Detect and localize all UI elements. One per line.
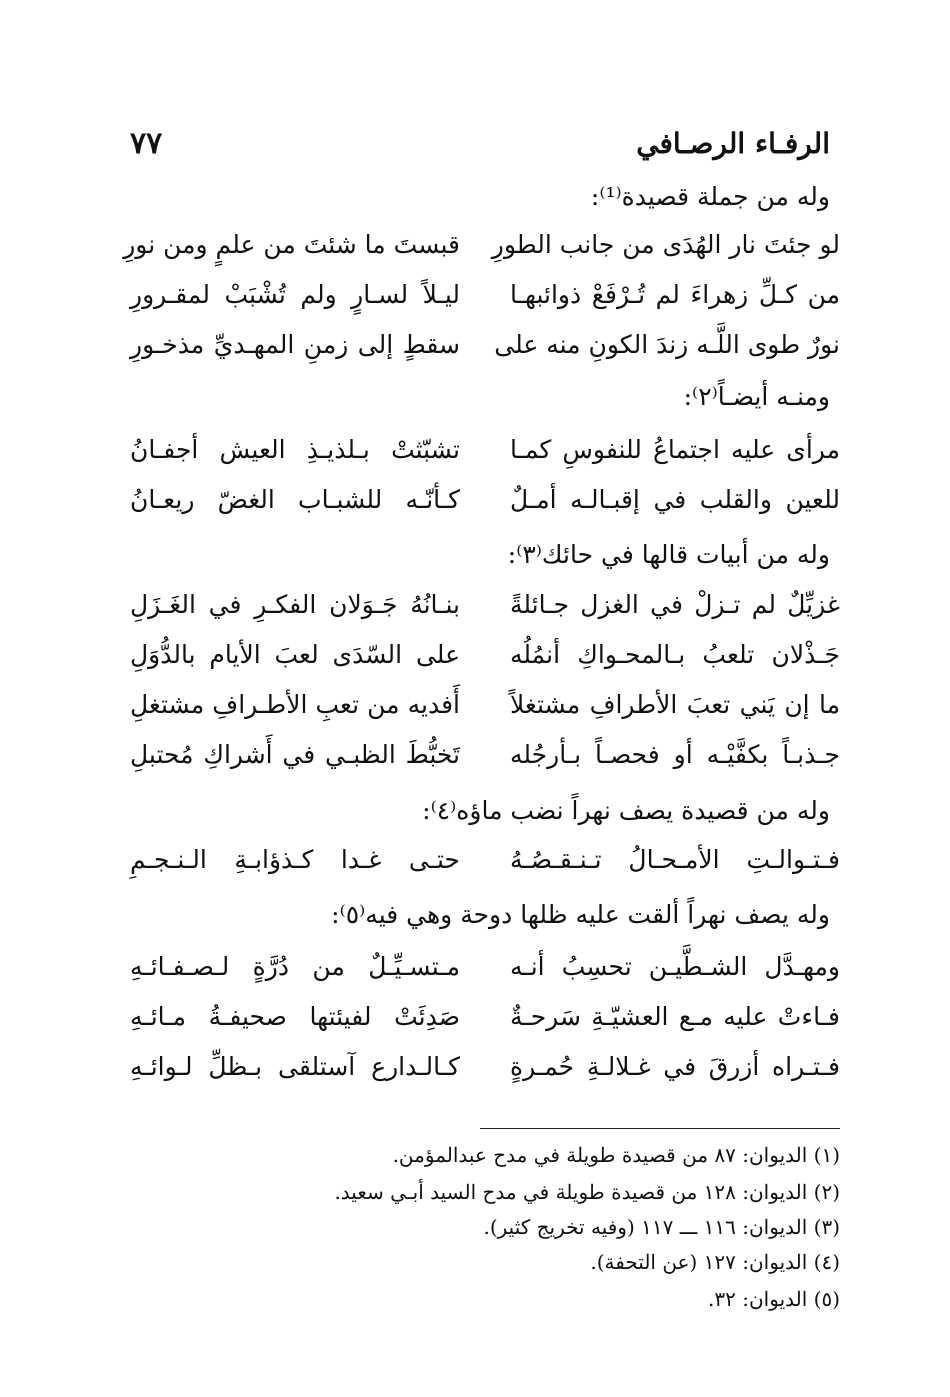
verse-second-hemistich: صَدِئَتْ لفيئتها صحيفـةُ مـائـهِ	[130, 1001, 460, 1031]
verse-second-hemistich: كـأنّـه للشبـاب الغضّ ريعـانُ	[130, 484, 460, 514]
verse-line	[130, 270, 840, 318]
footnote: (٥) الديوان: ٣٢.	[708, 1287, 840, 1311]
verse-first-hemistich: مرأى عليه اجتماعُ للنفوسِ كمـا	[510, 434, 840, 464]
verse-line	[130, 835, 840, 883]
verse-second-hemistich: مـتسـيِّـلٌ من دُرَّةٍ لـصـفـائـهِ	[130, 951, 460, 981]
verse-first-hemistich: فـتـراه أزرقَ في غـلالـةِ حُمـرةٍ	[510, 1051, 840, 1081]
verse-line	[123, 220, 840, 268]
verse-first-hemistich: فـتـوالـتِ الأمـحـالُ تـنـقـصُـهُ	[510, 844, 840, 874]
verse-line	[130, 942, 840, 990]
verse-line	[130, 1042, 840, 1090]
section-intro: وله يصف نهراً ألقت عليه ظلها دوحة وهي فيه⁽٥⁾:	[331, 900, 830, 929]
footnote: (٤) الديوان: ١٢٧ (عن التحفة).	[590, 1250, 840, 1274]
verse-first-hemistich: ما إن يَني تعبَ الأطرافِ مشتغلاً	[510, 689, 840, 719]
page-number: ٧٧	[130, 125, 163, 161]
verse-second-hemistich: أَفديه من تعبِ الأطـرافِ مشتغلِ	[130, 689, 460, 719]
verse-first-hemistich: جـذبـاً بكفَّيْـه أو فحصـاً بـأرجُله	[510, 739, 840, 769]
verse-second-hemistich: على السّدَى لعبَ الأيام بالدُّوَلِ	[130, 639, 460, 669]
verse-first-hemistich: جَـذْلان تلعبُ بـالمحـواكِ أنمُلُه	[510, 639, 840, 669]
section-intro: وله من جملة قصيدة⁽¹⁾:	[590, 182, 830, 211]
verse-line	[130, 992, 840, 1040]
verse-line	[130, 425, 840, 473]
page-header	[130, 118, 830, 168]
verse-line	[130, 580, 840, 628]
footnote-divider	[480, 1128, 840, 1129]
verse-second-hemistich: تَخبُّطَ الظبـي في أَشراكِ مُحتبلِ	[130, 739, 460, 769]
running-title: الرفـاء الرصـافي	[636, 126, 830, 160]
footnote: (١) الديوان: ٨٧ من قصيدة طويلة في مدح عبدالمؤمن.	[392, 1143, 840, 1167]
verse-line	[130, 320, 840, 368]
section-intro: وله من قصيدة يصف نهراً نضب ماؤه⁽٤⁾:	[422, 796, 830, 825]
footnote: (٣) الديوان: ١١٦ ـــ ١١٧ (وفيه تخريج كثير).	[483, 1215, 840, 1239]
verse-second-hemistich: تشبّثتْ بـلذيـذِ العيش أجفـانُ	[130, 434, 460, 464]
verse-second-hemistich: بنـانُهُ جَـوَلان الفكـرِ في الغَـزَلِ	[130, 589, 460, 619]
verse-first-hemistich: نورٌ طوى اللَّـه زندَ الكونِ منه على	[494, 329, 840, 359]
section-intro: ومنـه أيضـاً⁽٢⁾:	[683, 382, 830, 411]
verse-first-hemistich: من كـلِّ زهراءَ لم تُـرْفَعْ ذوائبهـا	[510, 279, 840, 309]
verse-first-hemistich: للعين والقلب في إقبـالـه أمـلٌ	[510, 484, 840, 514]
verse-second-hemistich: قبستَ ما شئتَ من علمٍ ومن نورِ	[123, 229, 460, 259]
section-intro: وله من أبيات قالها في حائك⁽٣⁾:	[507, 540, 830, 569]
verse-first-hemistich: لو جئتَ نار الهُدَى من جانب الطورِ	[491, 229, 840, 259]
verse-second-hemistich: ليـلاً لسـارٍ ولم تُشْبَبْ لمقـرورِ	[130, 279, 460, 309]
verse-first-hemistich: فـاءتْ عليه مـع العشيّـةِ سَرحـةٌ	[510, 1001, 840, 1031]
verse-second-hemistich: سقطٍ إلى زمنِ المهـديِّ مذخـورِ	[130, 329, 460, 359]
verse-line	[130, 630, 840, 678]
verse-first-hemistich: ومهـدَّل الشـطَّيـن تحسِبُ أنـه	[510, 951, 840, 981]
verse-second-hemistich: حتـى غـدا كـذؤابـةِ الـنـجـمِ	[130, 844, 460, 874]
verse-line	[130, 475, 840, 523]
footnote: (٢) الديوان: ١٢٨ من قصيدة طويلة في مدح السيد أبـي سعيد.	[334, 1180, 840, 1204]
verse-line	[130, 680, 840, 728]
verse-second-hemistich: كـالـدارع آستلقى بـظلِّ لـوائـهِ	[130, 1051, 460, 1081]
verse-first-hemistich: غزيِّلٌ لم تـزلْ في الغزل جـائلةً	[510, 589, 840, 619]
verse-line	[130, 730, 840, 778]
